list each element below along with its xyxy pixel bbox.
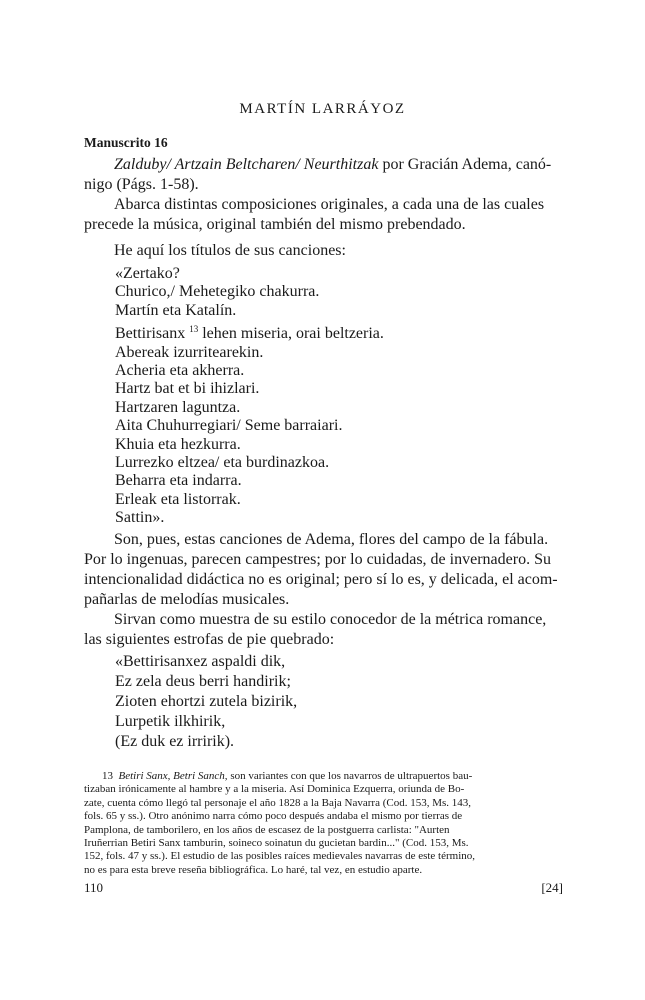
manuscript-title-rest: por Gracián Adema, canó- — [378, 156, 552, 173]
song-title: Erleak eta listorrak. — [115, 490, 241, 508]
paragraph-line: Sirvan como muestra de su estilo conocedor de la métrica romance, — [114, 611, 547, 628]
song-title: Hartz bat et bi ihizlari. — [115, 380, 260, 398]
verse-line: Ez zela deus berri handirik; — [115, 673, 291, 690]
footnote-text: Iruñerrian Betiri Sanx tamburin, soineco soinatun du gucietan bardin..." (Cod. 153, Ms. — [84, 837, 469, 850]
footnote-italic-lead: Betiri Sanx, Betri Sanch, — [118, 770, 228, 782]
song-title: Churico,/ Mehetegiko chakurra. — [115, 283, 320, 301]
footnote-text: zate, cuenta cómo llegó tal personaje el año 1828 a la Baja Navarra (Cod. 153, Ms. 143, — [84, 796, 472, 809]
verse-line: «Bettirisanxez aspaldi dik, — [115, 653, 286, 670]
song-title: Martín eta Katalín. — [115, 301, 237, 319]
songs-intro: He aquí los títulos de sus canciones: — [114, 242, 346, 259]
paragraph-line: pañarlas de melodías musicales. — [84, 591, 290, 608]
verse-line: Lurpetik ilkhirik, — [115, 713, 226, 730]
manuscript-title-italic: Zalduby/ Artzain Beltcharen/ Neurthitzak — [114, 156, 379, 173]
song-title: Khuia eta hezkurra. — [115, 435, 241, 453]
footnote-text: no es para esta breve reseña bibliográfica. Lo haré, tal vez, en estudio aparte. — [84, 863, 423, 876]
song-title: Lurrezko eltzea/ eta burdinazkoa. — [115, 454, 330, 472]
footnote-reference: 13 — [189, 324, 199, 335]
song-title: Beharra eta indarra. — [115, 472, 242, 490]
commentary — [84, 530, 564, 650]
footnote-text: 152, fols. 47 y ss.). El estudio de las posibles raíces medievales navarras de este término, — [84, 850, 476, 863]
verse-line: Zioten ehortzi zutela bizirik, — [115, 693, 298, 710]
signature-mark: [24] — [541, 880, 563, 895]
manuscript-title-line-2: nigo (Págs. 1-58). — [84, 176, 199, 193]
manuscript-heading: Manuscrito 16 — [84, 135, 168, 150]
footnote-text: son variantes con que los navarros de ultrapuertos bau- — [227, 770, 473, 782]
verse-line: (Ez duk ez irririk). — [115, 733, 235, 750]
footnote-line-1 — [84, 770, 564, 783]
footnote-number: 13 — [102, 770, 113, 782]
song-title: Acheria eta akherra. — [115, 362, 245, 380]
footnote-text: fols. 65 y ss.). Otro anónimo narra cómo poco después andaba el mismo por tierras de — [84, 810, 463, 823]
song-title: Abereak izurritearekin. — [115, 343, 264, 361]
song-title: «Zertako? — [115, 265, 180, 282]
footnote — [84, 770, 564, 877]
song-title-text: lehen miseria, orai beltzeria. — [198, 325, 384, 343]
paragraph-line: Por lo ingenuas, parecen campestres; por lo cuidadas, de invernadero. Su — [84, 551, 551, 568]
paragraph-line: Son, pues, estas canciones de Adema, flores del campo de la fábula. — [114, 531, 549, 548]
song-title — [115, 320, 384, 343]
song-title: Aita Chuhurregiari/ Seme barraiari. — [115, 417, 343, 435]
paragraph-line: intencionalidad didáctica no es original; pero sí lo es, y delicada, el acom- — [84, 571, 558, 588]
verse-block — [115, 652, 297, 752]
page-number: 110 — [84, 880, 104, 895]
running-header: MARTÍN LARRÁYOZ — [239, 101, 406, 117]
song-title-text: Bettirisanx — [115, 325, 186, 343]
paragraph-line: las siguientes estrofas de pie quebrado: — [84, 631, 335, 648]
footnote-text: Pamplona, de tamborilero, en los años de escasez de la postguerra carlista: "Aurten — [84, 823, 450, 836]
manuscript-description — [84, 155, 564, 261]
paragraph-line: precede la música, original también del mismo prebendado. — [84, 216, 466, 233]
song-title: Sattin». — [115, 509, 165, 527]
song-list — [115, 265, 384, 528]
paragraph-line: Abarca distintas composiciones originales, a cada una de las cuales — [114, 196, 545, 213]
song-title: Hartzaren laguntza. — [115, 398, 241, 416]
manuscript-title-line — [84, 155, 564, 175]
footnote-text: tizaban irónicamente al hambre y a la miseria. Así Dominica Ezquerra, oriunda de Bo- — [84, 783, 465, 796]
